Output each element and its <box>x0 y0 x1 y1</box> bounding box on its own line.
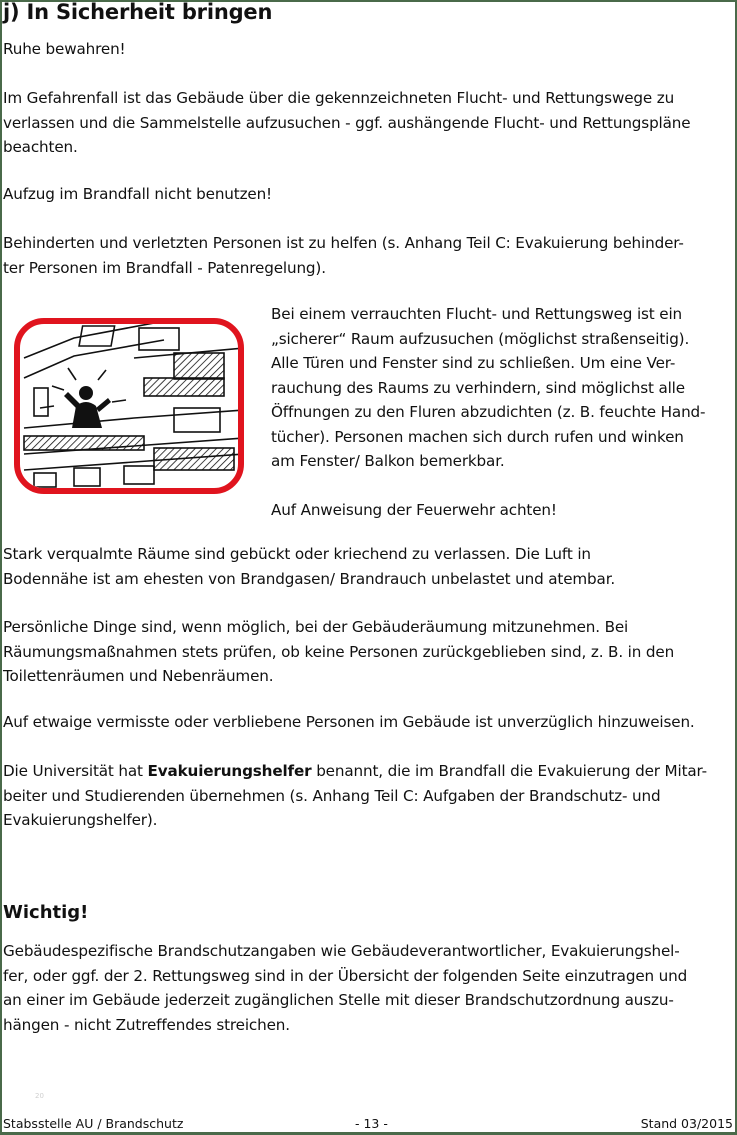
line: Persönliche Dinge sind, wenn möglich, bei der Gebäuderäumung mitzunehmen. Bei <box>3 618 629 636</box>
tiny-mark: 20 <box>35 1092 44 1100</box>
paragraph-help-persons <box>3 231 735 280</box>
footer-page-number: - 13 - <box>355 1116 388 1131</box>
line: benannt, die im Brandfall die Evakuierung der Mitar- <box>311 762 707 780</box>
line: ter Personen im Brandfall - Patenregelung). <box>3 258 326 277</box>
line: rauchung des Raums zu verhindern, sind möglichst alle <box>271 378 685 397</box>
line: beiter und Studierenden übernehmen (s. Anhang Teil C: Aufgaben der Brandschutz- und <box>3 786 661 805</box>
safe-room-illustration <box>14 318 244 494</box>
paragraph-smoke <box>3 542 735 591</box>
line: Öffnungen zu den Fluren abzudichten (z. B. feuchte Hand- <box>271 403 706 421</box>
footer-date: Stand 03/2015 <box>640 1116 733 1131</box>
footer-department: Stabsstelle AU / Brandschutz <box>3 1116 184 1131</box>
line: beachten. <box>3 138 78 156</box>
paragraph-building-info <box>3 939 735 1037</box>
line: fer, oder ggf. der 2. Rettungsweg sind in der Übersicht der folgenden Seite einzutragen und <box>3 966 688 985</box>
line: Gebäudespezifische Brandschutzangaben wie Gebäudeverantwortlicher, Evakuierungshel- <box>3 942 680 960</box>
line: Räumungsmaßnahmen stets prüfen, ob keine Personen zurückgeblieben sind, z. B. in den <box>3 642 675 661</box>
page-footer <box>3 1116 733 1134</box>
line: Stark verqualmte Räume sind gebückt oder kriechend zu verlassen. Die Luft in <box>3 545 591 563</box>
line: an einer im Gebäude jederzeit zugänglichen Stelle mit dieser Brandschutzordnung auszu- <box>3 991 674 1009</box>
line: Alle Türen und Fenster sind zu schließen. Um eine Ver- <box>271 354 676 372</box>
section-title: j) In Sicherheit bringen <box>3 0 273 24</box>
paragraph-evacuation-helpers <box>3 759 735 833</box>
line: tücher). Personen machen sich durch rufen und winken <box>271 427 684 446</box>
line: hängen - nicht Zutreffendes streichen. <box>3 1015 290 1034</box>
line: am Fenster/ Balkon bemerkbar. <box>271 452 505 470</box>
line: Behinderten und verletzten Personen ist zu helfen (s. Anhang Teil C: Evakuierung behinder- <box>3 234 684 252</box>
line: Die Universität hat <box>3 762 148 780</box>
line: Bei einem verrauchten Flucht- und Rettungsweg ist ein <box>271 305 683 323</box>
line: Auf Anweisung der Feuerwehr achten! <box>271 501 557 519</box>
safe-room-icon <box>14 318 244 494</box>
safe-room-instructions <box>271 302 733 523</box>
line: „sicherer“ Raum aufzusuchen (möglichst straßenseitig). <box>271 329 690 348</box>
page-frame-left <box>0 0 2 1135</box>
line: Im Gefahrenfall ist das Gebäude über die gekennzeichneten Flucht- und Rettungswege zu <box>3 89 675 107</box>
important-heading: Wichtig! <box>3 902 89 923</box>
line: Evakuierungshelfer). <box>3 811 158 829</box>
line: verlassen und die Sammelstelle aufzusuchen - ggf. aushängende Flucht- und Rettungspläne <box>3 113 691 132</box>
line: Toilettenräumen und Nebenräumen. <box>3 667 274 685</box>
paragraph-escape-routes <box>3 86 735 160</box>
paragraph-belongings <box>3 615 735 689</box>
paragraph-missing-persons: Auf etwaige vermisste oder verbliebene Personen im Gebäude ist unverzüglich hinzuweisen. <box>3 713 695 731</box>
paragraph-calm: Ruhe bewahren! <box>3 40 126 58</box>
line: Bodennähe ist am ehesten von Brandgasen/ Brandrauch unbelastet und atembar. <box>3 569 616 588</box>
evacuation-helper-term: Evakuierungshelfer <box>147 762 312 780</box>
paragraph-elevator: Aufzug im Brandfall nicht benutzen! <box>3 185 273 203</box>
